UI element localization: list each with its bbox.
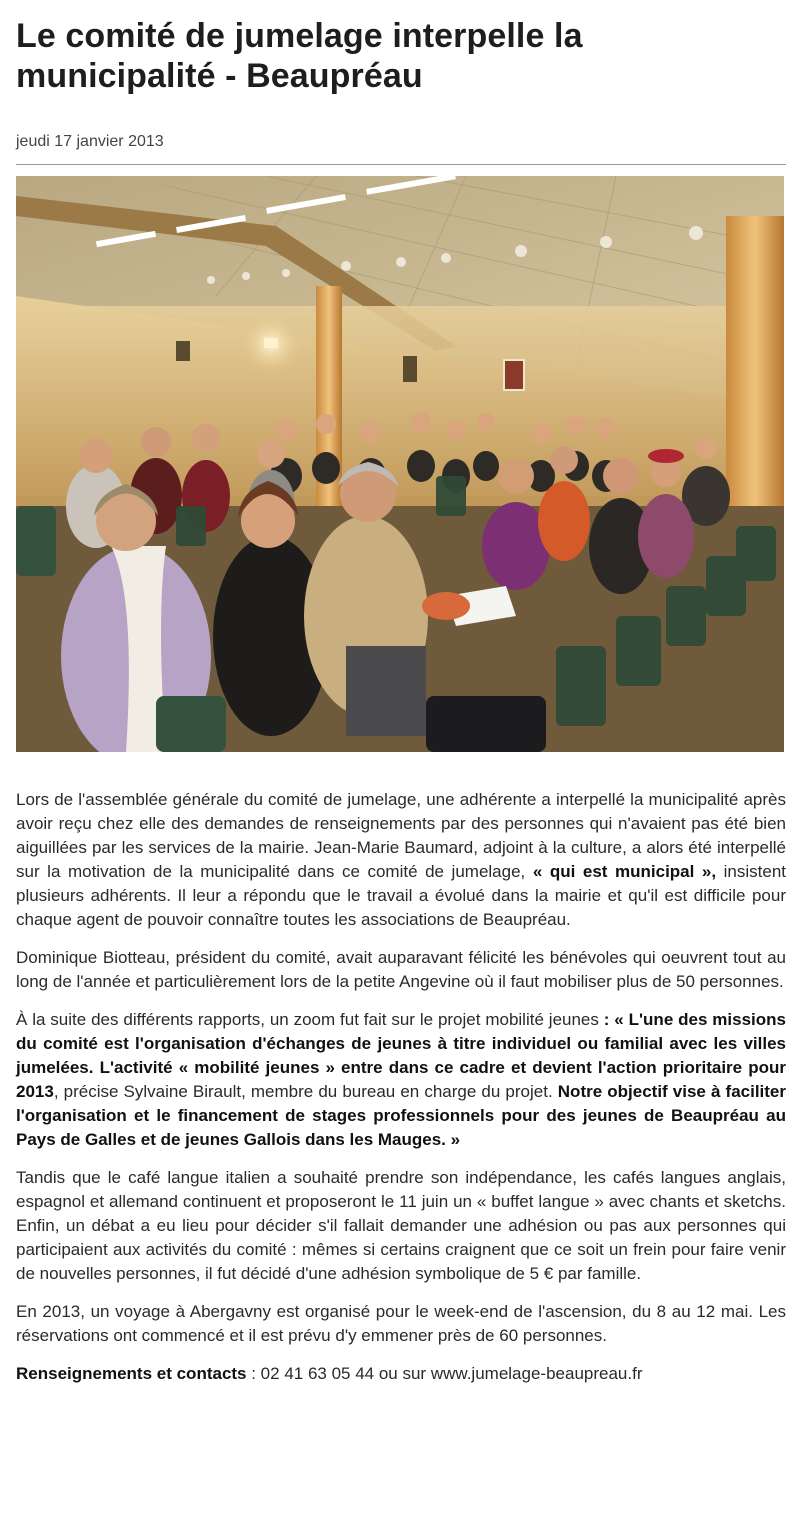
paragraph-3: À la suite des différents rapports, un zoom fut fait sur le projet mobilité jeunes : « L'une des missions du comité est l'organisation d'échanges de jeunes à titre individuel ou familial avec les villes jumelées. L'activité « mobilité jeunes » entre dans ce cadre et devient l'action prioritaire pour 2013, précise Sylvaine Birault, membre du bureau en charge du projet. Notre objectif vise à faciliter l'organisation et le financement de stages professionnels pour des jeunes de Beaupréau au Pays de Galles et de jeunes Gallois dans les Mauges. » (16, 1010, 787, 1149)
article-body (16, 788, 786, 1400)
article-title: Le comité de jumelage interpelle la municipalité - Beaupréau (16, 17, 583, 95)
meeting-photo-illustration (16, 176, 784, 752)
contact-label: Renseignements et contacts (16, 1364, 247, 1383)
article-date: jeudi 17 janvier 2013 (16, 133, 164, 150)
divider (16, 164, 786, 165)
paragraph-4: Tandis que le café langue italien a souhaité prendre son indépendance, les cafés langues anglais, espagnol et allemand continuent et proposeront le 11 juin un « buffet langue » avec chants et sketchs. Enfin, un débat a eu lieu pour décider s'il fallait demander une adhésion ou pas aux personnes qui participaient aux activités du comité : mêmes si certains craignent que ce soit un frein pour faire venir de nouvelles personnes, il fut décidé d'une adhésion symbolique de 5 € par famille. (16, 1168, 786, 1283)
paragraph-5: En 2013, un voyage à Abergavny est organisé pour le week-end de l'ascension, du 8 au 12 mai. Les réservations ont commencé et il est prévu d'y emmener près de 60 personnes. (16, 1302, 786, 1345)
paragraph-1: Lors de l'assemblée générale du comité de jumelage, une adhérente a interpellé la municipalité après avoir reçu chez elle des demandes de renseignements par des personnes qui n'avaient pas été bien aiguillées par les services de la mairie. Jean-Marie Baumard, adjoint à la culture, a alors été interpellé sur la motivation de la municipalité dans ce comité de jumelage, « qui est municipal », insistent plusieurs adhérents. Il leur a répondu que le travail a évolué dans la mairie et qu'il est difficile pour chaque agent de pouvoir connaître toutes les associations de Beaupréau. (16, 790, 787, 929)
contact-text: : 02 41 63 05 44 ou sur www.jumelage-beaupreau.fr (246, 1364, 643, 1383)
paragraph-2: Dominique Biotteau, président du comité, avait auparavant félicité les bénévoles qui oeuvrent tout au long de l'année et particulièrement lors de la petite Angevine où il faut mobiliser plus de 50 personnes. (16, 948, 786, 991)
contact-line (16, 1362, 786, 1386)
meeting-photo (16, 176, 784, 752)
